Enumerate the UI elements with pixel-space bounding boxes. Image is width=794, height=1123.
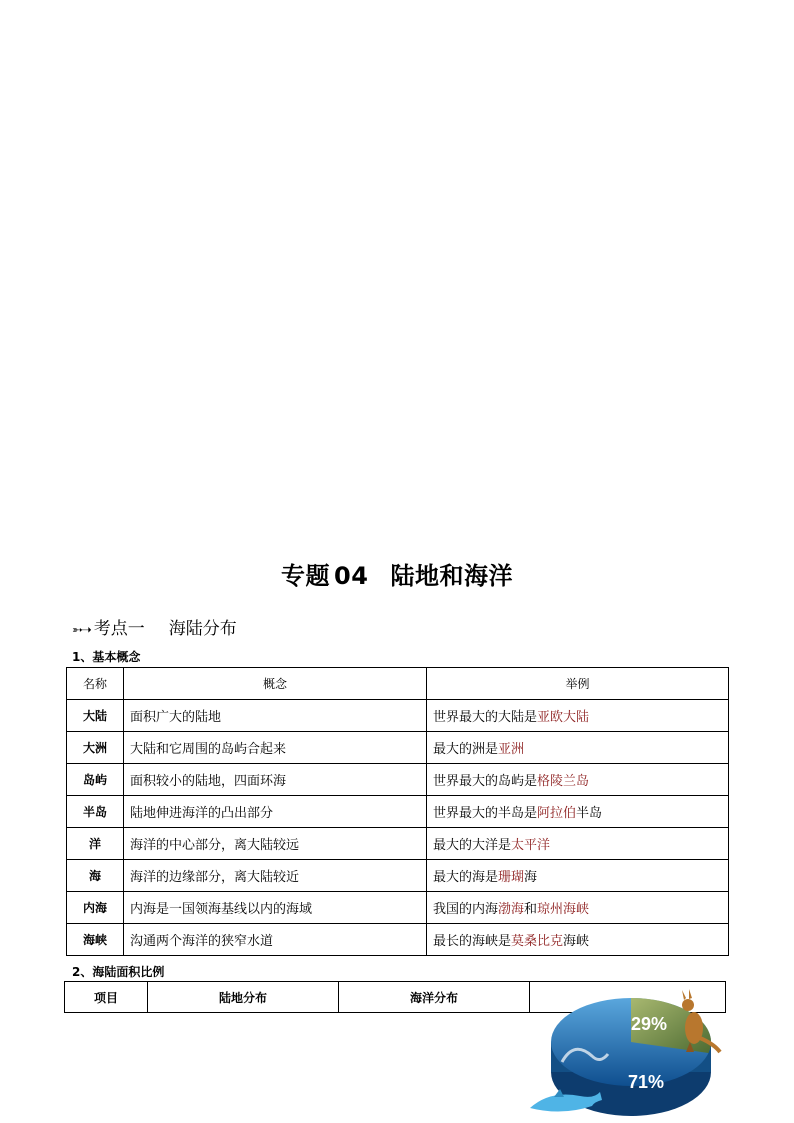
term-name: 大洲: [67, 732, 124, 764]
example-highlight: 阿拉伯: [537, 806, 577, 821]
table2-caption: 2、海陆面积比例: [72, 965, 165, 979]
table-row: [67, 828, 729, 860]
title-main: 陆地和海洋: [390, 562, 513, 590]
pie-ocean-label: 71%: [628, 1072, 665, 1092]
example-text: 和: [524, 902, 538, 917]
header-land: 陆地分布: [148, 982, 339, 1013]
term-name: 内海: [67, 892, 124, 924]
land-ocean-pie-chart: [524, 980, 730, 1123]
header-example: 举例: [427, 668, 729, 700]
section-heading: [72, 614, 237, 639]
term-concept: 面积广大的陆地: [124, 700, 427, 732]
term-concept: 海洋的中心部分，离大陆较远: [124, 828, 427, 860]
example-text: 半岛: [576, 806, 603, 821]
term-concept: 沟通两个海洋的狭窄水道: [124, 924, 427, 956]
term-example: [427, 764, 729, 796]
example-text: 世界最大的半岛是: [433, 806, 538, 821]
example-highlight: 亚洲: [498, 742, 525, 757]
term-example: [427, 732, 729, 764]
example-highlight: 琼州海峡: [537, 902, 590, 917]
term-example: [427, 700, 729, 732]
header-name: 名称: [67, 668, 124, 700]
term-example: [427, 892, 729, 924]
term-concept: 陆地伸进海洋的凸出部分: [124, 796, 427, 828]
example-text: 我国的内海: [433, 902, 499, 917]
example-text: 世界最大的岛屿是: [433, 774, 538, 789]
example-highlight: 莫桑比克: [511, 934, 564, 949]
section-label: 考点一: [93, 619, 145, 639]
example-text: 最大的海是: [433, 870, 499, 885]
term-example: [427, 796, 729, 828]
term-example: [427, 860, 729, 892]
table-row: [67, 796, 729, 828]
term-name: 海: [67, 860, 124, 892]
example-text: 海峡: [563, 934, 590, 949]
example-text: 世界最大的大陆是: [433, 710, 538, 725]
term-concept: 面积较小的陆地，四面环海: [124, 764, 427, 796]
example-highlight: 渤海: [498, 902, 525, 917]
table-row: [67, 860, 729, 892]
example-highlight: 太平洋: [511, 838, 551, 853]
pie-land-label: 29%: [631, 1014, 668, 1034]
term-name: 洋: [67, 828, 124, 860]
table-row: [67, 892, 729, 924]
term-name: 半岛: [67, 796, 124, 828]
example-text: 最大的大洋是: [433, 838, 512, 853]
page-title: [0, 556, 794, 591]
title-prefix: 专题: [281, 562, 331, 590]
header-item: 项目: [65, 982, 148, 1013]
term-name: 海峡: [67, 924, 124, 956]
term-concept: 海洋的边缘部分，离大陆较近: [124, 860, 427, 892]
arrow-icon: ➳➝: [72, 623, 90, 638]
term-example: [427, 828, 729, 860]
table-row: [67, 732, 729, 764]
example-text: 海: [524, 870, 538, 885]
header-concept: 概念: [124, 668, 427, 700]
header-ocean: 海洋分布: [339, 982, 530, 1013]
table1-caption: 1、基本概念: [72, 650, 141, 664]
example-text: 最长的海峡是: [433, 934, 512, 949]
table-row: [67, 764, 729, 796]
term-concept: 内海是一国领海基线以内的海域: [124, 892, 427, 924]
example-text: 最大的洲是: [433, 742, 499, 757]
example-highlight: 珊瑚: [498, 870, 525, 885]
example-highlight: 格陵兰岛: [537, 774, 590, 789]
term-example: [427, 924, 729, 956]
term-name: 大陆: [67, 700, 124, 732]
concept-table: [66, 667, 729, 956]
section-name: 海陆分布: [168, 619, 237, 639]
table-header-row: [67, 668, 729, 700]
table-row: [67, 924, 729, 956]
term-name: 岛屿: [67, 764, 124, 796]
term-concept: 大陆和它周围的岛屿合起来: [124, 732, 427, 764]
table-row: [67, 700, 729, 732]
example-highlight: 亚欧大陆: [537, 710, 590, 725]
title-number: 04: [334, 562, 369, 590]
